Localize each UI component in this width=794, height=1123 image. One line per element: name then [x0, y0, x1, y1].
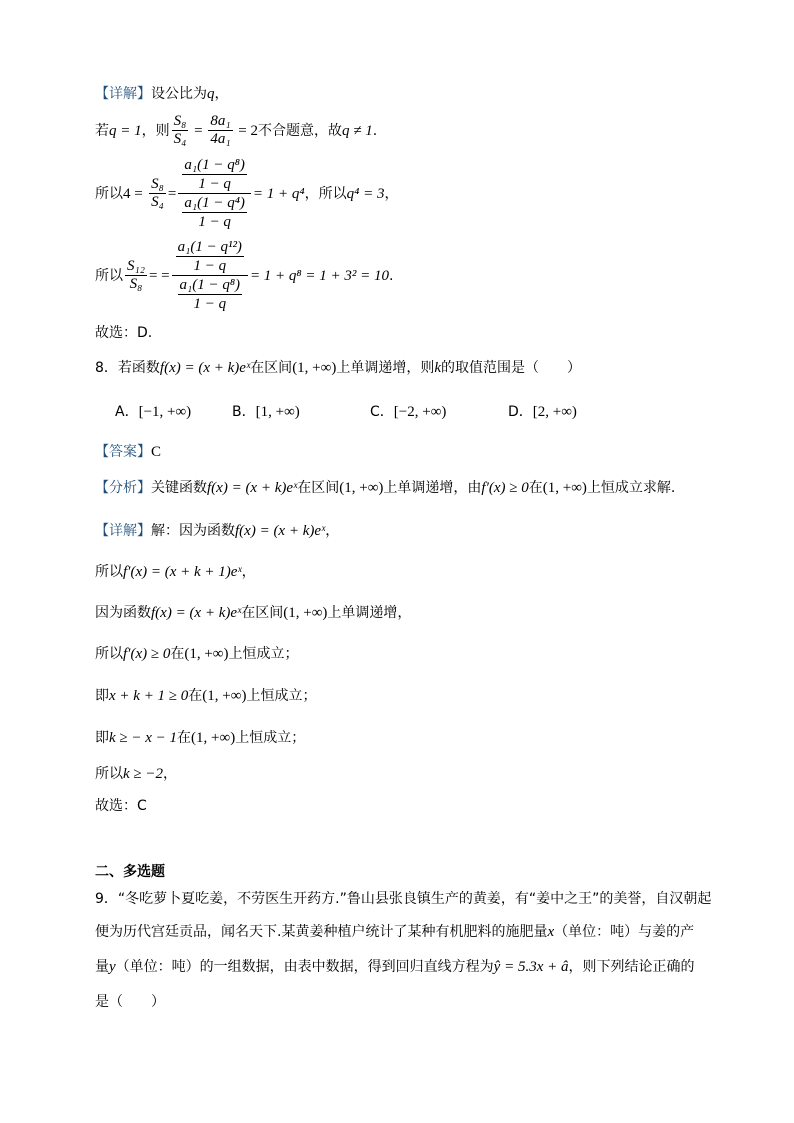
detail-line-2: 若 q = 1 ，则 $\frac{\text{S₈}}{\text{S₄}}$ = $\frac{\text{8a₁}}{\text{4a₁}}$ = 2 不合题意，故 q ≠ 1 .: [95, 113, 378, 147]
detail-line-3: 所以 4 = $\frac{\text{S₈}}{\text{S₄}}$ = $\frac{\frac{\text{a₁(1 − q⁸)}}{1 - q}}{\frac{\text{a₁(1 − q⁴)}}{1 - q}}$ = 1 + q⁴ ，所以 q⁴ = 3 ，: [95, 157, 399, 230]
step-7: 故选：C: [95, 798, 147, 814]
compound-fraction: $\frac{\frac{\text{a₁(1 − q⁸)}}{1 - q}}{\frac{\text{a₁(1 − q⁴)}}{1 - q}}$: [178, 156, 251, 231]
fraction-8a-4a: $\frac{\text{8a₁}}{\text{4a₁}}$: [210, 113, 231, 147]
answer-tag: 【答案】: [95, 444, 151, 460]
detail-choice: 故选：D.: [95, 325, 153, 341]
question-9-line-4: 是（ ）: [95, 994, 165, 1010]
step-4: 即x + k + 1 ≥ 0在(1, +∞)上恒成立；: [95, 688, 317, 704]
fraction-s8-s4: $\frac{\text{S₈}}{\text{S₄}}$: [151, 176, 164, 210]
question-8: 8．若函数f(x) = (x + k)eˣ在区间(1, +∞)上单调递增，则k的取值范围是（ ）: [95, 360, 582, 376]
fraction-s12-s8: $\frac{\text{S₁₂}}{\text{S₈}}$: [127, 258, 145, 292]
detail2-line: 【详解】解：因为函数f(x) = (x + k)eˣ，: [95, 523, 340, 539]
answer-line: 【答案】C: [95, 444, 162, 460]
detail-tag: 【详解】: [95, 523, 151, 539]
step-3: 所以f′(x) ≥ 0在(1, +∞)上恒成立；: [95, 646, 299, 662]
detail-line-1: 【详解】设公比为q，: [95, 86, 229, 102]
analysis-line: 【分析】关键函数f(x) = (x + k)eˣ在区间(1, +∞)上单调递增，由f′(x) ≥ 0在(1, +∞)上恒成立求解.: [95, 480, 676, 496]
question-9-line-3: 量y（单位：吨）的一组数据，由表中数据，得到回归直线方程为ŷ = 5.3x + â，则下列结论正确的: [95, 959, 695, 975]
option-a: A．[−1, +∞): [115, 404, 192, 420]
question-9-line-1: 9．“冬吃萝卜夏吃姜，不劳医生开药方.”鲁山县张良镇生产的黄姜，有“姜中之王”的美誉，自汉朝起: [95, 891, 712, 907]
step-2: 因为函数f(x) = (x + k)eˣ在区间(1, +∞)上单调递增，: [95, 605, 412, 621]
detail-line-4: 所以 $\frac{\text{S₁₂}}{\text{S₈}}$ = = $\frac{\frac{\text{a₁(1 − q¹²)}}{1 - q}}{\frac{\text{a₁(1 − q⁸)}}{1 - q}}$ = 1 + q⁸ = 1 + 3² = 10 .: [95, 239, 394, 312]
step-6: 所以k ≥ −2，: [95, 766, 178, 782]
compound-fraction: $\frac{\frac{\text{a₁(1 − q¹²)}}{1 - q}}{\frac{\text{a₁(1 − q⁸)}}{1 - q}}$: [172, 238, 248, 313]
option-d: D．[2, +∞): [508, 404, 577, 420]
step-1: 所以f′(x) = (x + k + 1)eˣ，: [95, 564, 256, 580]
section-heading: 二、多选题: [95, 864, 165, 880]
detail-tag: 【详解】: [95, 86, 151, 102]
analysis-tag: 【分析】: [95, 480, 151, 496]
fraction-s8-s4: $\frac{\text{S₈}}{\text{S₄}}$: [173, 113, 187, 147]
option-c: C．[−2, +∞): [370, 404, 447, 420]
step-5: 即k ≥ − x − 1在(1, +∞)上恒成立；: [95, 730, 306, 746]
option-b: B．[1, +∞): [232, 404, 300, 420]
question-9-line-2: 便为历代宫廷贡品，闻名天下.某黄姜种植户统计了某种有机肥料的施肥量x（单位：吨）与姜的产: [95, 924, 695, 940]
